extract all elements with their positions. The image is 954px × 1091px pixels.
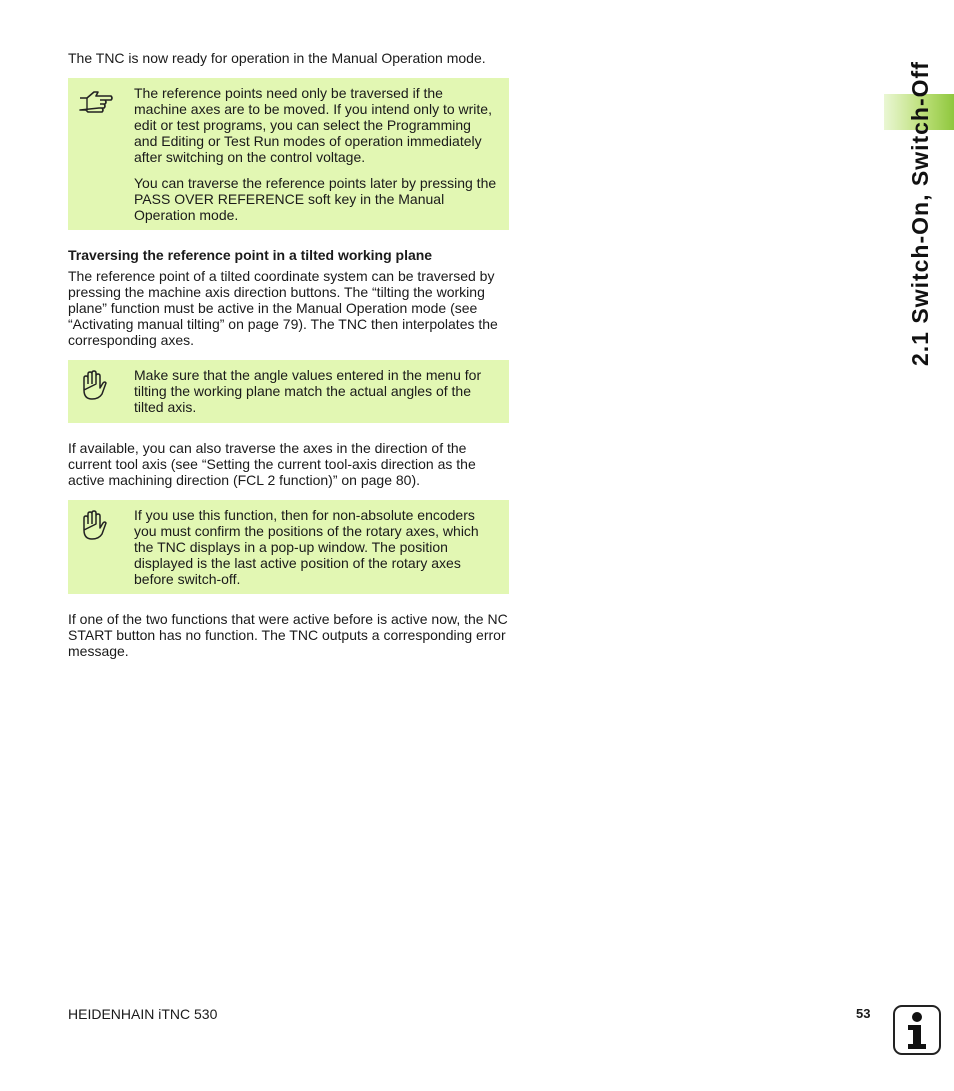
- note-box-reference-points: [68, 78, 509, 230]
- note1-paragraph-1: The reference points need only be traversed if the machine axes are to be moved. If you intend only to write, edit or test programs, you can select the Programming and Editing or Test Run modes of operation immediately after switching on the control voltage.: [134, 85, 492, 165]
- info-icon[interactable]: [893, 1005, 941, 1055]
- note2-text: Make sure that the angle values entered in the menu for tilting the working plane match the actual angles of the tilted axis.: [134, 367, 482, 415]
- note-box-rotary-axes: [68, 500, 509, 594]
- pointing-hand-icon: [78, 86, 114, 120]
- note1-paragraph-2: You can traverse the reference points later by pressing the PASS OVER REFERENCE soft key in the Manual Operation mode.: [134, 175, 497, 223]
- sidebar-chapter-title: 2.1 Switch-On, Switch-Off: [907, 61, 933, 366]
- note3-text: If you use this function, then for non-absolute encoders you must confirm the positions of the rotary axes, which the TNC displays in a pop-up window. The position displayed is the last active position of the rotary axes before switch-off.: [134, 507, 479, 587]
- intro-text: The TNC is now ready for operation in the Manual Operation mode.: [68, 50, 486, 66]
- page-number: 53: [856, 1006, 871, 1021]
- final-paragraph: If one of the two functions that were active before is active now, the NC START button has no function. The TNC outputs a corresponding error message.: [68, 611, 508, 659]
- info-glyph-icon: [895, 1007, 939, 1053]
- axis-direction-text: If available, you can also traverse the axes in the direction of the current tool axis (see “Setting the current tool-axis direction as the active machining direction (FCL 2 function)” on page 80).: [68, 440, 476, 488]
- section-body: The reference point of a tilted coordinate system can be traversed by pressing the machine axis direction buttons. The “tilting the working plane” function must be active in the Manual Operation mode (see “Activating manual tilting” on page 79). The TNC then interpolates the corresponding axes.: [68, 268, 498, 348]
- raised-hand-icon: [78, 368, 114, 402]
- note-box-angle-values: [68, 360, 509, 423]
- raised-hand-icon: [78, 508, 114, 542]
- footer-product-name: HEIDENHAIN iTNC 530: [68, 1006, 218, 1022]
- section-heading: Traversing the reference point in a tilted working plane: [68, 247, 433, 263]
